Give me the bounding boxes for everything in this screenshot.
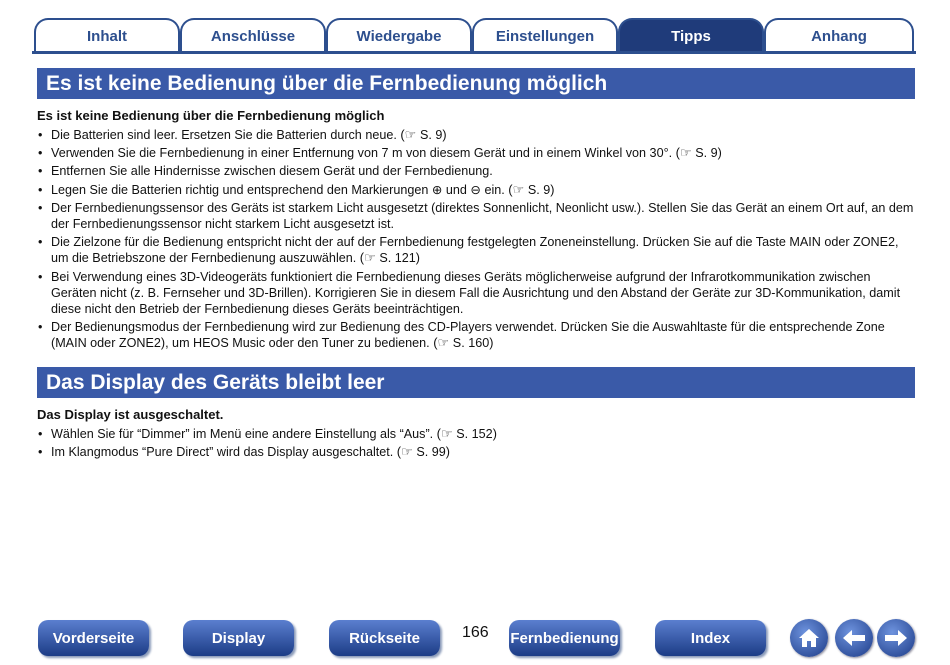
page-reference-link[interactable]: (☞ S. 121) bbox=[359, 250, 420, 266]
list-item bbox=[37, 319, 915, 351]
section-title: Das Display des Geräts bleibt leer bbox=[37, 367, 915, 398]
hand-pointer-icon: (☞ bbox=[433, 335, 453, 351]
tab-label: Einstellungen bbox=[495, 27, 595, 45]
page-reference: S. 160 bbox=[452, 336, 490, 351]
section-subtitle: Es ist keine Bedienung über die Fernbedienung möglich bbox=[37, 108, 385, 123]
nav-vorderseite-button[interactable]: Vorderseite bbox=[38, 620, 149, 656]
hand-pointer-icon: (☞ bbox=[436, 426, 457, 441]
page-reference-link[interactable]: (☞ S. 9) bbox=[400, 127, 447, 142]
tab-label: Anschlüsse bbox=[210, 27, 296, 45]
home-icon bbox=[797, 627, 821, 649]
tab-einstellungen[interactable] bbox=[472, 18, 618, 52]
nav-rueckseite-button[interactable]: Rückseite bbox=[329, 620, 440, 656]
troubleshooting-list bbox=[37, 426, 915, 462]
page-reference-link[interactable]: (☞ S. 99) bbox=[396, 444, 450, 460]
list-item-text: Verwenden Sie die Fernbedienung in einer Entfernung von 7 m von diesem Gerät und in einem Winkel von 30°. bbox=[51, 146, 673, 161]
page-reference-link[interactable]: (☞ S. 9) bbox=[675, 145, 722, 161]
tab-tipps[interactable] bbox=[618, 18, 764, 52]
hand-pointer-icon: (☞ bbox=[359, 250, 380, 266]
page-reference: S. 9 bbox=[527, 182, 551, 197]
tab-inhalt[interactable] bbox=[34, 18, 180, 52]
list-item-text: Legen Sie die Batterien richtig und entsprechend den Markierungen ⊕ und ⊖ ein. bbox=[51, 182, 505, 197]
tab-label: Inhalt bbox=[87, 27, 127, 45]
tab-label: Wiedergabe bbox=[356, 27, 442, 45]
page-reference: S. 9 bbox=[695, 146, 718, 161]
list-item bbox=[37, 234, 915, 266]
list-item bbox=[37, 200, 915, 232]
section-title: Es ist keine Bedienung über die Fernbedienung möglich bbox=[37, 68, 915, 99]
tab-anschluesse[interactable] bbox=[180, 18, 326, 52]
page-reference: S. 152 bbox=[456, 427, 493, 441]
back-button[interactable] bbox=[835, 619, 873, 657]
tab-anhang[interactable] bbox=[764, 18, 914, 52]
list-item bbox=[37, 127, 915, 143]
page-reference-link[interactable]: (☞ S. 152) bbox=[436, 426, 497, 441]
list-item-text: Die Batterien sind leer. Ersetzen Sie die Batterien durch neue. bbox=[51, 128, 397, 142]
troubleshooting-list bbox=[37, 127, 915, 354]
page-reference-link[interactable]: (☞ S. 160) bbox=[433, 335, 494, 351]
list-item-text: Der Bedienungsmodus der Fernbedienung wird zur Bedienung des CD-Players verwendet. Drücken Sie die Auswahltaste für die entsprechende Zone (MAIN oder ZONE2), um HEOS Music oder den Tuner zu bedienen. bbox=[51, 320, 885, 351]
nav-fernbedienung-button[interactable]: Fernbedienung bbox=[509, 620, 620, 656]
hand-pointer-icon: (☞ bbox=[396, 444, 417, 460]
list-item-text: Der Fernbedienungssensor des Geräts ist starkem Licht ausgesetzt (direktes Sonnenlicht, Neonlicht usw.). Stellen Sie das Gerät an einem Ort auf, an dem der Fernbedienungssensor nicht starkem Licht ausgesetzt ist. bbox=[51, 200, 914, 232]
hand-pointer-icon: (☞ bbox=[400, 127, 420, 142]
page-reference: S. 9 bbox=[419, 128, 443, 142]
nav-index-button[interactable]: Index bbox=[655, 620, 766, 656]
page-reference-link[interactable]: (☞ S. 9) bbox=[508, 181, 555, 197]
tab-label: Anhang bbox=[811, 27, 867, 45]
tab-label: Tipps bbox=[671, 27, 711, 45]
list-item bbox=[37, 269, 915, 318]
section-subtitle: Das Display ist ausgeschaltet. bbox=[37, 407, 224, 422]
list-item bbox=[37, 163, 915, 179]
page-reference: S. 99 bbox=[416, 445, 446, 460]
hand-pointer-icon: (☞ bbox=[675, 145, 696, 161]
page-reference: S. 121 bbox=[379, 251, 416, 266]
list-item-text: Die Zielzone für die Bedienung entspricht nicht der auf der Fernbedienung festgelegten Zoneneinstellung. Drücken Sie auf die Taste MAIN oder ZONE2, um die Betriebszone der Fernbedienung auszuwählen. bbox=[51, 235, 899, 266]
nav-display-button[interactable]: Display bbox=[183, 620, 294, 656]
list-item-text: Bei Verwendung eines 3D-Videogeräts funktioniert die Fernbedienung dieses Geräts möglicherweise aufgrund der Infrarotkommunikation zwischen Geräten nicht (z. B. Fernseher und 3D-Brillen). Korrigieren Sie in diesem Fall die Ausrichtung und den Abstand der Geräte zur 3D-Kommunikation, damit diese nicht den Betrieb der Fernbedienung dieses Geräts beeinträchtigen. bbox=[51, 269, 901, 317]
hand-pointer-icon: (☞ bbox=[508, 181, 528, 197]
top-tab-bar bbox=[32, 16, 916, 54]
list-item-text: Entfernen Sie alle Hindernisse zwischen diesem Gerät und der Fernbedienung. bbox=[51, 164, 493, 179]
list-item bbox=[37, 444, 915, 460]
arrow-left-icon bbox=[841, 628, 867, 648]
arrow-right-icon bbox=[883, 628, 909, 648]
home-button[interactable] bbox=[790, 619, 828, 657]
list-item-text: Wählen Sie für “Dimmer” im Menü eine andere Einstellung als “Aus”. bbox=[51, 427, 434, 441]
forward-button[interactable] bbox=[877, 619, 915, 657]
list-item bbox=[37, 426, 915, 442]
page-number: 166 bbox=[462, 624, 489, 641]
list-item-text: Im Klangmodus “Pure Direct” wird das Display ausgeschaltet. bbox=[51, 445, 394, 460]
list-item bbox=[37, 182, 915, 198]
list-item bbox=[37, 145, 915, 161]
tab-wiedergabe[interactable] bbox=[326, 18, 472, 52]
